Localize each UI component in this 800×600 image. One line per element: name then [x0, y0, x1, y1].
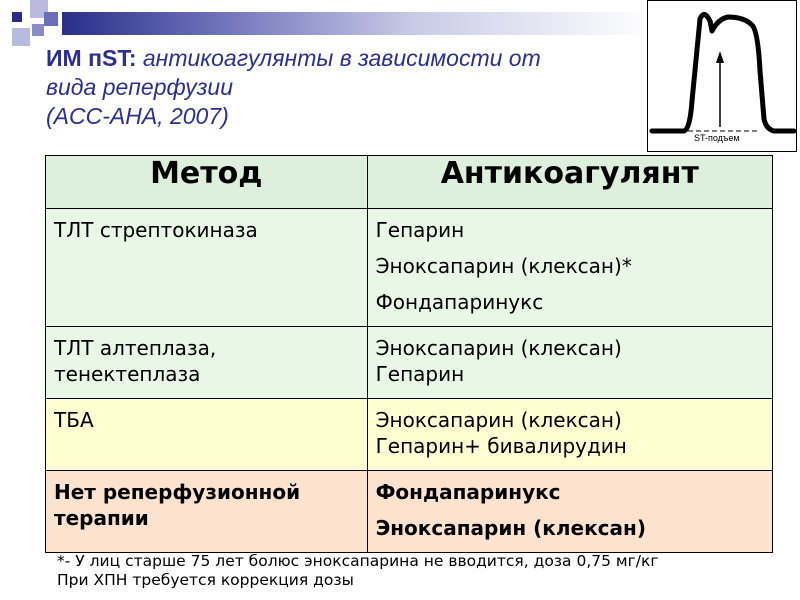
ecg-waveform-icon	[648, 1, 796, 151]
table-row	[46, 471, 773, 553]
decor-square-3	[12, 28, 30, 46]
header-gradient-band	[62, 12, 650, 35]
method-text: ТБА	[54, 408, 94, 432]
anticoagulant-table	[45, 155, 773, 553]
table-header-row	[46, 156, 773, 209]
decor-square-5	[44, 12, 58, 26]
title-rest: антикоагулянты в зависимости от	[142, 45, 541, 71]
method-cell	[46, 327, 367, 393]
anticoagulant-cell	[368, 209, 772, 326]
decor-square-4	[32, 24, 44, 36]
ecg-st-elevation-image	[647, 0, 797, 152]
header-method: Метод	[46, 156, 368, 209]
anticoagulant-cell	[368, 399, 772, 465]
drug-item: Фондапаринукс	[375, 480, 561, 504]
drug-item: Эноксапарин (клексан)	[375, 408, 622, 432]
title-line-2: вида реперфузии	[46, 74, 233, 100]
drug-item: Гепарин	[375, 218, 465, 242]
drug-item: Гепарин+ бивалирудин	[375, 434, 627, 458]
anticoagulant-cell	[368, 327, 772, 393]
method-cell	[46, 471, 367, 537]
drug-item: Гепарин	[375, 362, 465, 386]
anticoagulant-cell	[368, 471, 772, 552]
method-cell	[46, 209, 367, 249]
title-bold: ИМ пST:	[46, 45, 137, 71]
decor-square-1	[12, 12, 22, 22]
title-line-3: (ACC-AHA, 2007)	[46, 103, 229, 129]
drug-item: Эноксапарин (клексан)*	[375, 254, 632, 278]
footnote-line-2: При ХПН требуется коррекция дозы	[57, 571, 354, 589]
header-anticoagulant: Антикоагулянт	[367, 156, 772, 209]
method-text: ТЛТ алтеплаза,	[54, 336, 217, 360]
method-text: Нет реперфузионной	[54, 480, 301, 504]
method-text: терапии	[54, 506, 149, 530]
footnote-line-1: *- У лиц старше 75 лет болюс эноксапарина не вводится, доза 0,75 мг/кг	[57, 552, 659, 570]
method-text: тенектеплаза	[54, 362, 201, 386]
table-row	[46, 327, 773, 399]
ecg-caption: ST-подъем	[694, 133, 740, 143]
method-cell	[46, 399, 367, 439]
drug-item: Эноксапарин (клексан)	[375, 516, 646, 540]
drug-item: Эноксапарин (клексан)	[375, 336, 622, 360]
table-row	[46, 399, 773, 471]
slide-title	[46, 44, 606, 131]
footnote	[57, 552, 777, 590]
method-text: ТЛТ стрептокиназа	[54, 218, 258, 242]
drug-item: Фондапаринукс	[375, 290, 544, 314]
table-row	[46, 209, 773, 327]
